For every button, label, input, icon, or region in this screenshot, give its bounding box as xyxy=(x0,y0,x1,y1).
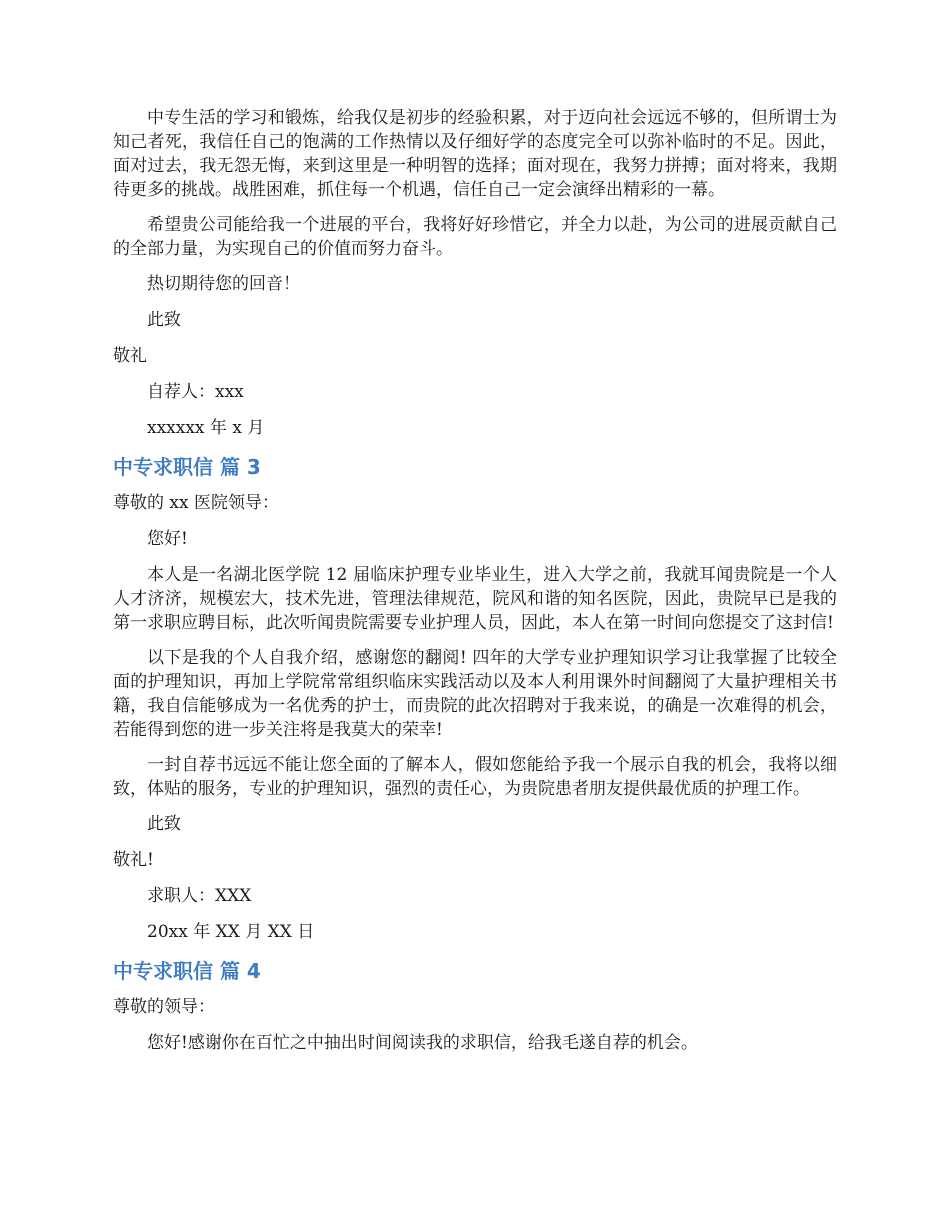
paragraph-opportunity: 一封自荐书远远不能让您全面的了解本人，假如您能给予我一个展示自我的机会，我将以细致，体贴的服务，专业的护理知识，强烈的责任心，为贵院患者朋友提供最优质的护理工作。 xyxy=(113,755,837,799)
signature-applicant: 自荐人：xxx xyxy=(147,382,244,402)
document-page xyxy=(113,106,837,1067)
paragraph-study-experience: 中专生活的学习和锻炼，给我仅是初步的经验积累，对于迈向社会远远不够的，但所谓士为知己者死，我信任自己的饱满的工作热情以及仔细好学的态度完全可以弥补临时的不足。因此，面对过去，我无怨无悔，来到这里是一种明智的选择；面对现在，我努力拼搏；面对将来，我期待更多的挑战。战胜困难，抓住每一个机遇，信任自己一定会演绎出精彩的一幕。 xyxy=(113,108,837,200)
section-heading-4: 中专求职信 篇 4 xyxy=(113,959,261,983)
paragraph-nursing-knowledge: 以下是我的个人自我介绍，感谢您的翻阅! 四年的大学专业护理知识学习让我掌握了比较全面的护理知识，再加上学院常常组织临床实践活动以及本人利用课外时间翻阅了大量护理相关书籍，我自信能够成为一名优秀的护士，而贵院的此次招聘对于我来说，的确是一次难得的机会，若能得到您的进一步关注将是我莫大的荣幸! xyxy=(113,648,837,740)
closing-cizhi: 此致 xyxy=(147,814,181,834)
signature-date: xxxxxx 年 x 月 xyxy=(147,418,265,438)
salutation-hospital: 尊敬的 xx 医院领导： xyxy=(113,493,279,513)
paragraph-hope-platform: 希望贵公司能给我一个进展的平台，我将好好珍惜它，并全力以赴，为公司的进展贡献自己的全部力量，为实现自己的价值而努力奋斗。 xyxy=(113,215,837,259)
greeting-thanks: 您好!感谢你在百忙之中抽出时间阅读我的求职信，给我毛遂自荐的机会。 xyxy=(147,1033,698,1053)
closing-jingli: 敬礼! xyxy=(113,850,154,870)
section-heading-3: 中专求职信 篇 3 xyxy=(113,455,261,479)
closing-expect-reply: 热切期待您的回音！ xyxy=(147,274,300,294)
salutation-leader: 尊敬的领导： xyxy=(113,997,215,1017)
signature-applicant: 求职人：XXX xyxy=(147,886,252,906)
paragraph-self-intro: 本人是一名湖北医学院 12 届临床护理专业毕业生，进入大学之前，我就耳闻贵院是一个人人才济济，规模宏大，技术先进，管理法律规范，院风和谐的知名医院，因此，贵院早已是我的第一求职应聘目标，此次听闻贵院需要专业护理人员，因此，本人在第一时间向您提交了这封信! xyxy=(113,565,837,633)
closing-cizhi: 此致 xyxy=(147,310,181,330)
signature-date: 20xx 年 XX 月 XX 日 xyxy=(147,922,315,942)
closing-jingli: 敬礼 xyxy=(113,346,147,366)
greeting: 您好! xyxy=(147,529,188,549)
